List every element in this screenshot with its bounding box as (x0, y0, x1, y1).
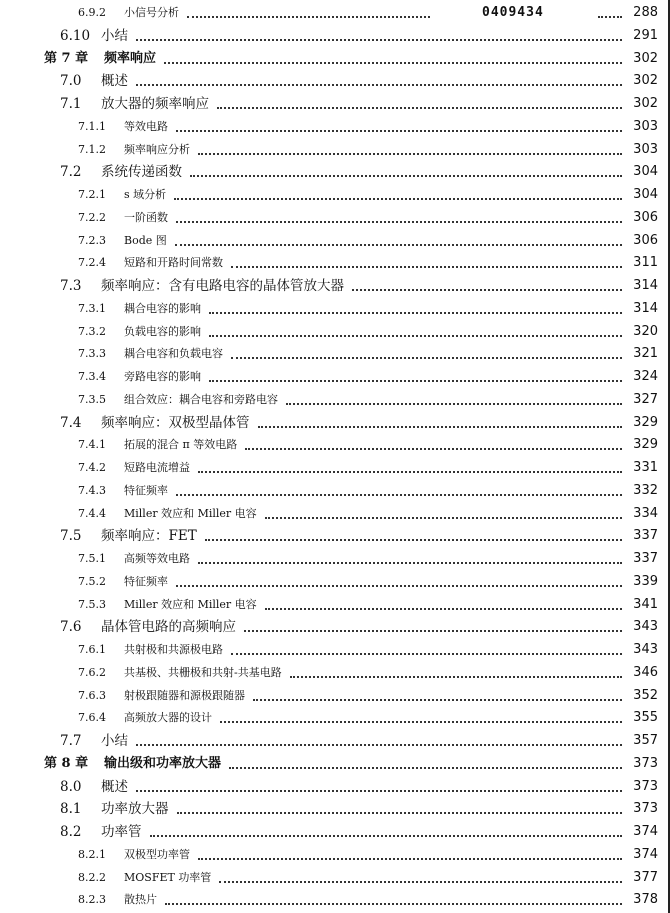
toc-entry-title: 拓展的混合 π 等效电路 (124, 438, 238, 452)
toc-entry-number: 6.10 (60, 27, 91, 44)
toc-entry[interactable] (0, 252, 670, 274)
toc-entry[interactable] (0, 525, 670, 547)
toc-entry-number: 7.6.2 (78, 665, 106, 679)
toc-entry-page: 346 (633, 664, 658, 680)
toc-entry-title: 共基极、共栅极和共射-共基电路 (124, 665, 282, 679)
toc-entry-number: 8.2 (60, 824, 82, 840)
toc-entry-title: 一阶函数 (124, 210, 168, 224)
toc-entry-number: 7.1 (60, 96, 82, 112)
toc-entry-number: 7.6.3 (78, 688, 106, 702)
leader-dots (598, 16, 622, 19)
toc-entry[interactable] (0, 116, 670, 138)
toc-entry[interactable] (0, 571, 670, 593)
toc-entry[interactable] (0, 639, 670, 661)
leader-dots (290, 676, 622, 679)
leader-dots (136, 84, 622, 87)
toc-entry-title: 等效电路 (124, 119, 168, 133)
toc-entry-page: 332 (633, 482, 658, 498)
toc-entry-number: 7.7 (60, 733, 82, 749)
toc-entry-number: 7.3.3 (78, 347, 106, 361)
leader-dots (190, 175, 622, 178)
toc-entry-title: 频率响应：双极型晶体管 (101, 414, 250, 431)
leader-dots (177, 812, 623, 815)
toc-entry[interactable] (0, 434, 670, 456)
toc-entry[interactable] (0, 139, 670, 161)
toc-entry-title: 耦合电容和负载电容 (124, 347, 223, 361)
toc-entry-number: 7.0 (60, 73, 82, 90)
toc-entry-number: 7.3.2 (78, 324, 106, 338)
toc-entry-title: 旁路电容的影响 (124, 370, 201, 383)
toc-entry-title: 功率放大器 (101, 801, 169, 818)
leader-dots (253, 699, 622, 702)
toc-entry-page: 374 (633, 846, 658, 862)
leader-dots (198, 562, 622, 565)
toc-entry-title: 小结 (101, 27, 128, 44)
toc-entry-page: 331 (633, 460, 658, 475)
toc-entry-title: 共射极和共源极电路 (124, 643, 223, 656)
toc-entry[interactable] (0, 616, 670, 638)
toc-entry-number: 7.5.3 (78, 597, 106, 611)
toc-entry[interactable] (0, 93, 670, 115)
toc-entry-page: 341 (633, 596, 658, 612)
toc-entry-page: 355 (633, 710, 658, 726)
toc-entry-title: 特征频率 (124, 574, 168, 588)
toc-entry-number: 7.3.1 (78, 301, 106, 315)
leader-dots (209, 312, 622, 315)
toc-entry-page: 306 (633, 232, 658, 248)
leader-dots (198, 471, 622, 474)
toc-entry-number: 7.6 (60, 619, 82, 636)
toc-entry[interactable] (0, 207, 670, 229)
toc-entry[interactable] (0, 161, 670, 183)
toc-entry-number: 7.1.1 (78, 119, 106, 133)
toc-entry-title: 双极型功率管 (124, 847, 190, 861)
toc-entry-number: 7.1.2 (78, 142, 106, 156)
leader-dots (176, 494, 622, 497)
toc-entry[interactable] (0, 412, 670, 434)
toc-entry-number: 8.0 (60, 778, 82, 795)
leader-dots (164, 62, 622, 65)
toc-entry[interactable] (0, 25, 670, 47)
toc-entry-number: 7.6.1 (78, 643, 106, 656)
toc-entry-number: 7.5.1 (78, 552, 106, 565)
toc-entry-number: 8.2.1 (78, 847, 106, 861)
toc-entry-title: 小结 (101, 733, 128, 749)
leader-dots (231, 266, 622, 269)
toc-entry-number: 7.4.2 (78, 461, 106, 474)
toc-entry-title: 频率响应：FET (101, 528, 197, 545)
toc-entry-number: 7.2 (60, 164, 82, 181)
toc-entry-number: 7.2.2 (78, 210, 106, 224)
toc-entry[interactable] (0, 776, 670, 798)
toc-entry[interactable] (0, 594, 670, 616)
toc-entry-number: 7.4.4 (78, 506, 106, 520)
toc-entry-number: 7.4 (60, 414, 82, 431)
toc-entry-page: 334 (633, 505, 658, 521)
leader-dots (136, 790, 622, 793)
toc-entry-title: 射极跟随器和源极跟随器 (124, 688, 245, 702)
toc-entry-title: 功率管 (101, 824, 142, 840)
leader-dots (136, 39, 622, 42)
leader-dots (231, 653, 622, 656)
leader-dots (150, 835, 623, 838)
toc-entry-page: 302 (633, 50, 658, 66)
toc-entry-title: Miller 效应和 Miller 电容 (124, 597, 257, 611)
toc-entry-title: 负载电容的影响 (124, 324, 201, 338)
leader-dots (176, 130, 622, 133)
toc-entry-title: 输出级和功率放大器 (104, 755, 222, 771)
toc-entry-page: 314 (633, 278, 658, 293)
toc-entry-page: 329 (633, 414, 658, 430)
toc-entry-title: 高频放大器的设计 (124, 711, 212, 725)
toc-entry-page: 311 (633, 255, 658, 271)
toc-entry[interactable] (0, 2, 670, 24)
toc-entry[interactable] (0, 298, 670, 320)
toc-entry-page: 304 (633, 164, 658, 180)
toc-entry-title: 短路电流增益 (124, 461, 190, 474)
leader-dots (220, 721, 622, 724)
toc-entry[interactable] (0, 480, 670, 502)
toc-entry-title: 特征频率 (124, 483, 168, 497)
toc-entry-page: 291 (633, 27, 658, 43)
toc-entry[interactable] (0, 503, 670, 525)
toc-entry-number: 7.4.3 (78, 483, 106, 497)
toc-entry-page: 302 (633, 96, 658, 111)
toc-entry-title: 高频等效电路 (124, 552, 190, 565)
toc-entry-title: 概述 (101, 73, 128, 90)
toc-entry-title: 组合效应：耦合电容和旁路电容 (124, 392, 278, 406)
toc-entry[interactable] (0, 48, 670, 70)
toc-entry-title: 频率响应：含有电路电容的晶体管放大器 (101, 278, 344, 294)
toc-entry-number: 7.4.1 (78, 438, 106, 452)
toc-entry-page: 288 (633, 5, 658, 20)
toc-entry-number: 6.9.2 (78, 6, 106, 19)
toc-entry[interactable] (0, 366, 670, 388)
leader-dots (174, 198, 622, 201)
toc-entry[interactable] (0, 662, 670, 684)
leader-dots (209, 380, 622, 383)
toc-entry-page: 373 (633, 778, 658, 794)
toc-entry[interactable] (0, 389, 670, 411)
toc-entry-page: 352 (633, 687, 658, 703)
leader-dots (198, 858, 622, 861)
toc-entry[interactable] (0, 707, 670, 729)
toc-entry-page: 329 (633, 437, 658, 453)
toc-entry-title: s 域分析 (124, 188, 167, 201)
leader-dots (187, 16, 430, 19)
toc-entry-number: 第 7 章 (44, 50, 89, 66)
toc-entry-page: 321 (633, 346, 658, 362)
toc-entry-title: 频率响应分析 (124, 142, 190, 156)
toc-entry-page: 303 (633, 141, 658, 157)
leader-dots (198, 153, 622, 156)
toc-entry-number: 8.2.3 (78, 893, 106, 907)
toc-entry[interactable] (0, 321, 670, 343)
toc-entry-number: 8.2.2 (78, 870, 106, 884)
toc-entry-page: 343 (633, 619, 658, 635)
toc-entry[interactable] (0, 230, 670, 252)
toc-entry-number: 7.2.3 (78, 233, 106, 247)
toc-entry-page: 339 (633, 573, 658, 589)
toc-entry-page: 324 (633, 369, 658, 384)
catalog-stamp-number: 0409434 (482, 5, 544, 20)
leader-dots (352, 289, 622, 292)
leader-dots (231, 357, 622, 360)
leader-dots (176, 221, 622, 224)
toc-entry-page: 377 (633, 869, 658, 885)
leader-dots (265, 517, 622, 520)
toc-entry-page: 343 (633, 642, 658, 657)
toc-entry[interactable] (0, 844, 670, 866)
toc-entry-title: 概述 (101, 778, 128, 795)
leader-dots (229, 767, 622, 770)
toc-entry[interactable] (0, 343, 670, 365)
toc-entry-title: 短路和开路时间常数 (124, 256, 223, 270)
toc-entry[interactable] (0, 889, 670, 911)
toc-entry-number: 7.5 (60, 528, 82, 545)
toc-entry-title: MOSFET 功率管 (124, 870, 212, 884)
toc-entry[interactable] (0, 798, 670, 820)
leader-dots (258, 426, 623, 429)
toc-entry[interactable] (0, 275, 670, 297)
toc-entry-page: 337 (633, 528, 658, 544)
leader-dots (175, 244, 622, 247)
toc-entry-number: 7.2.1 (78, 188, 106, 201)
toc-entry-page: 337 (633, 551, 658, 566)
toc-entry-page: 306 (633, 209, 658, 225)
toc-entry-title: 放大器的频率响应 (101, 96, 209, 112)
toc-entry-number: 7.3 (60, 278, 82, 294)
toc-entry-number: 8.1 (60, 801, 82, 818)
toc-entry[interactable] (0, 753, 670, 775)
toc-entry[interactable] (0, 685, 670, 707)
leader-dots (136, 744, 622, 747)
toc-entry-title: 散热片 (124, 893, 157, 907)
toc-entry-page: 314 (633, 300, 658, 316)
toc-entry-number: 7.3.4 (78, 370, 106, 383)
toc-entry-page: 302 (633, 73, 658, 89)
toc-entry[interactable] (0, 457, 670, 479)
toc-entry-title: 耦合电容的影响 (124, 301, 201, 315)
leader-dots (245, 448, 622, 451)
toc-entry-title: 小信号分析 (124, 6, 179, 19)
toc-entry-page: 373 (633, 755, 658, 771)
toc-entry[interactable] (0, 730, 670, 752)
toc-entry-page: 304 (633, 187, 658, 202)
toc-entry-page: 374 (633, 824, 658, 839)
toc-entry-title: Miller 效应和 Miller 电容 (124, 506, 257, 520)
toc-entry-page: 320 (633, 323, 658, 339)
toc-entry-title: 系统传递函数 (101, 164, 182, 181)
leader-dots (265, 608, 622, 611)
toc-entry-number: 7.2.4 (78, 256, 106, 270)
toc-entry[interactable] (0, 70, 670, 92)
toc-entry-number: 第 8 章 (44, 755, 89, 771)
toc-entry-page: 378 (633, 892, 658, 908)
leader-dots (217, 107, 622, 110)
toc-entry-page: 303 (633, 118, 658, 134)
toc-entry[interactable] (0, 867, 670, 889)
leader-dots (165, 903, 622, 906)
toc-entry[interactable] (0, 548, 670, 570)
toc-entry-page: 357 (633, 733, 658, 748)
toc-entry[interactable] (0, 184, 670, 206)
leader-dots (244, 630, 622, 633)
toc-entry-title: 频率响应 (104, 50, 157, 66)
toc-entry-page: 373 (633, 801, 658, 817)
toc-entry[interactable] (0, 821, 670, 843)
leader-dots (176, 585, 622, 588)
leader-dots (209, 335, 622, 338)
toc-entry-title: 晶体管电路的高频响应 (101, 619, 236, 636)
toc-entry-number: 7.6.4 (78, 711, 106, 725)
leader-dots (205, 539, 622, 542)
toc-entry-title: Bode 图 (124, 233, 167, 247)
toc-entry-number: 7.5.2 (78, 574, 106, 588)
leader-dots (219, 881, 622, 884)
leader-dots (286, 403, 622, 406)
toc-entry-page: 327 (633, 391, 658, 407)
toc-entry-number: 7.3.5 (78, 392, 106, 406)
